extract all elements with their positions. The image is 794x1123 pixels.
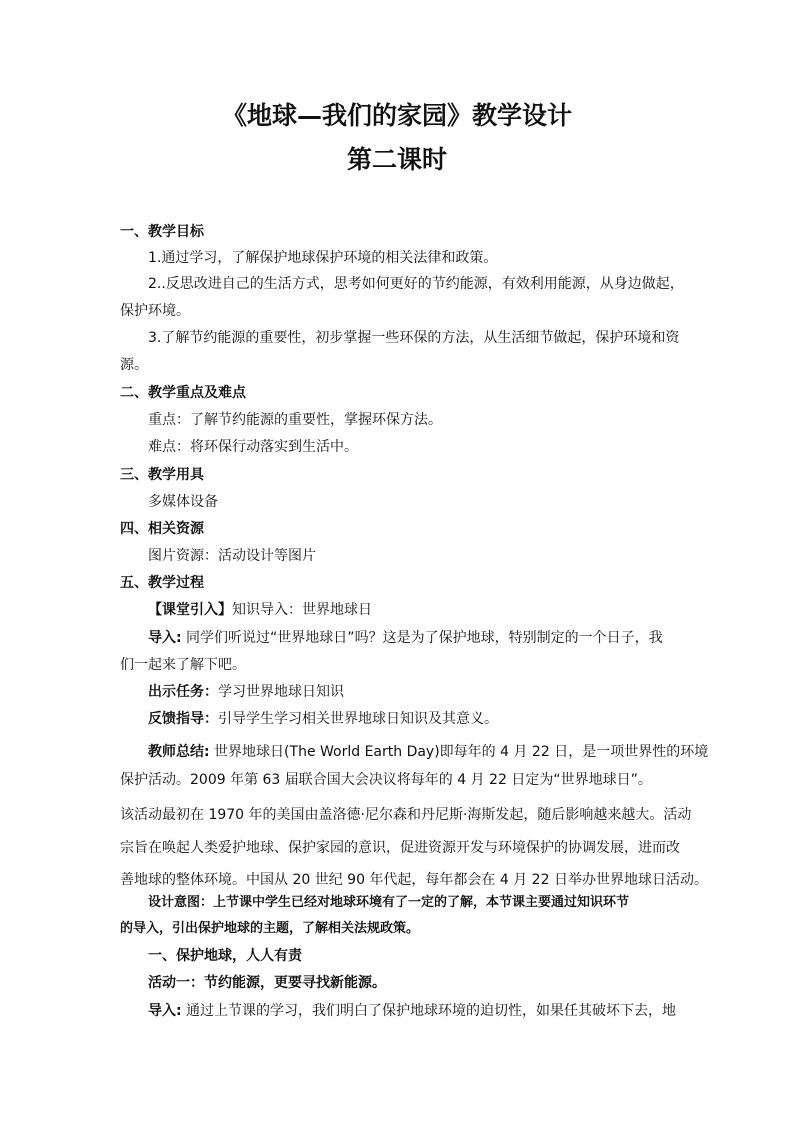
objective-2-line-1: 2..反思改进自己的生活方式，思考如何更好的节约能源，有效利用能源，从身边做起， (148, 276, 684, 292)
lead2-label: 导入: (148, 1003, 182, 1019)
tools-text: 多媒体设备 (148, 494, 218, 510)
summary-label: 教师总结: (148, 744, 210, 760)
resources-text: 图片资源：活动设计等图片 (148, 548, 316, 564)
lead-label: 导入: (148, 630, 182, 646)
lead-line-1 (148, 628, 676, 648)
keypoints-heading: 二、教学重点及难点 (120, 385, 246, 401)
design-intent-line-2: 的导入，引出保护地球的主题，了解相关法规政策。 (120, 921, 420, 936)
objective-3-line-2: 源。 (120, 357, 148, 373)
tools-heading: 三、教学用具 (120, 467, 204, 483)
feedback-line (148, 709, 676, 729)
key-point: 重点：了解节约能源的重要性，掌握环保方法。 (148, 412, 442, 428)
objective-2-line-2: 保护环境。 (120, 303, 190, 319)
part1-heading: 一、保护地球，人人有责 (148, 948, 302, 964)
intro-line (148, 600, 676, 620)
lead2-text: 通过上节课的学习，我们明白了保护地球环境的迫切性，如果任其破坏下去，地 (181, 1003, 677, 1019)
intro-label: 【课堂引入】 (148, 602, 232, 618)
difficulty: 难点：将环保行动落实到生活中。 (148, 439, 358, 455)
objectives-heading: 一、教学目标 (120, 224, 204, 240)
feedback-label: 反馈指导： (148, 711, 218, 727)
feedback-text: 引导学生学习相关世界地球日知识及其意义。 (218, 711, 498, 727)
document-subtitle: 第二课时 (346, 145, 447, 174)
task-text: 学习世界地球日知识 (218, 684, 344, 700)
objective-1: 1.通过学习，了解保护地球保护环境的相关法律和政策。 (148, 250, 498, 266)
process-heading: 五、教学过程 (120, 575, 204, 591)
task-label: 出示任务： (148, 684, 218, 700)
resources-heading: 四、相关资源 (120, 521, 204, 537)
lead-line-2: 们一起来了解下吧。 (120, 657, 246, 673)
intro-text: 知识导入：世界地球日 (232, 602, 372, 618)
summary-line-5: 善地球的整体环境。中国从 20 世纪 90 年代起，每年都会在 4 月 22 日举办世界地球日活动。 (120, 872, 708, 888)
lead-text: 同学们听说过“世界地球日”吗？这是为了保护地球，特别制定的一个日子，我 (181, 630, 663, 646)
lead2-line (148, 1001, 676, 1021)
design-intent-line-1: 设计意图：上节课中学生已经对地球环境有了一定的了解，本节课主要通过知识环节 (148, 895, 630, 910)
summary-line-4: 宗旨在唤起人类爱护地球、保护家园的意识，促进资源开发与环境保护的协调发展，进而改 (120, 840, 680, 856)
activity1-heading: 活动一：节约能源，更要寻找新能源。 (148, 975, 386, 991)
document-title: 《地球—我们的家园》教学设计 (221, 101, 572, 130)
task-line (148, 682, 676, 702)
summary-line-3: 该活动最初在 1970 年的美国由盖洛德·尼尔森和丹尼斯·海斯发起，随后影响越来越大。活动 (120, 807, 692, 823)
summary-line-2: 保护活动。2009 年第 63 届联合国大会决议将每年的 4 月 22 日定为“世界地球日”。 (120, 772, 652, 788)
summary-text: 世界地球日(The World Earth Day)即每年的 4 月 22 日，是一项世界性的环境 (209, 744, 709, 760)
summary-line-1 (148, 742, 709, 762)
objective-3-line-1: 3.了解节约能源的重要性，初步掌握一些环保的方法，从生活细节做起，保护环境和资 (148, 330, 680, 346)
